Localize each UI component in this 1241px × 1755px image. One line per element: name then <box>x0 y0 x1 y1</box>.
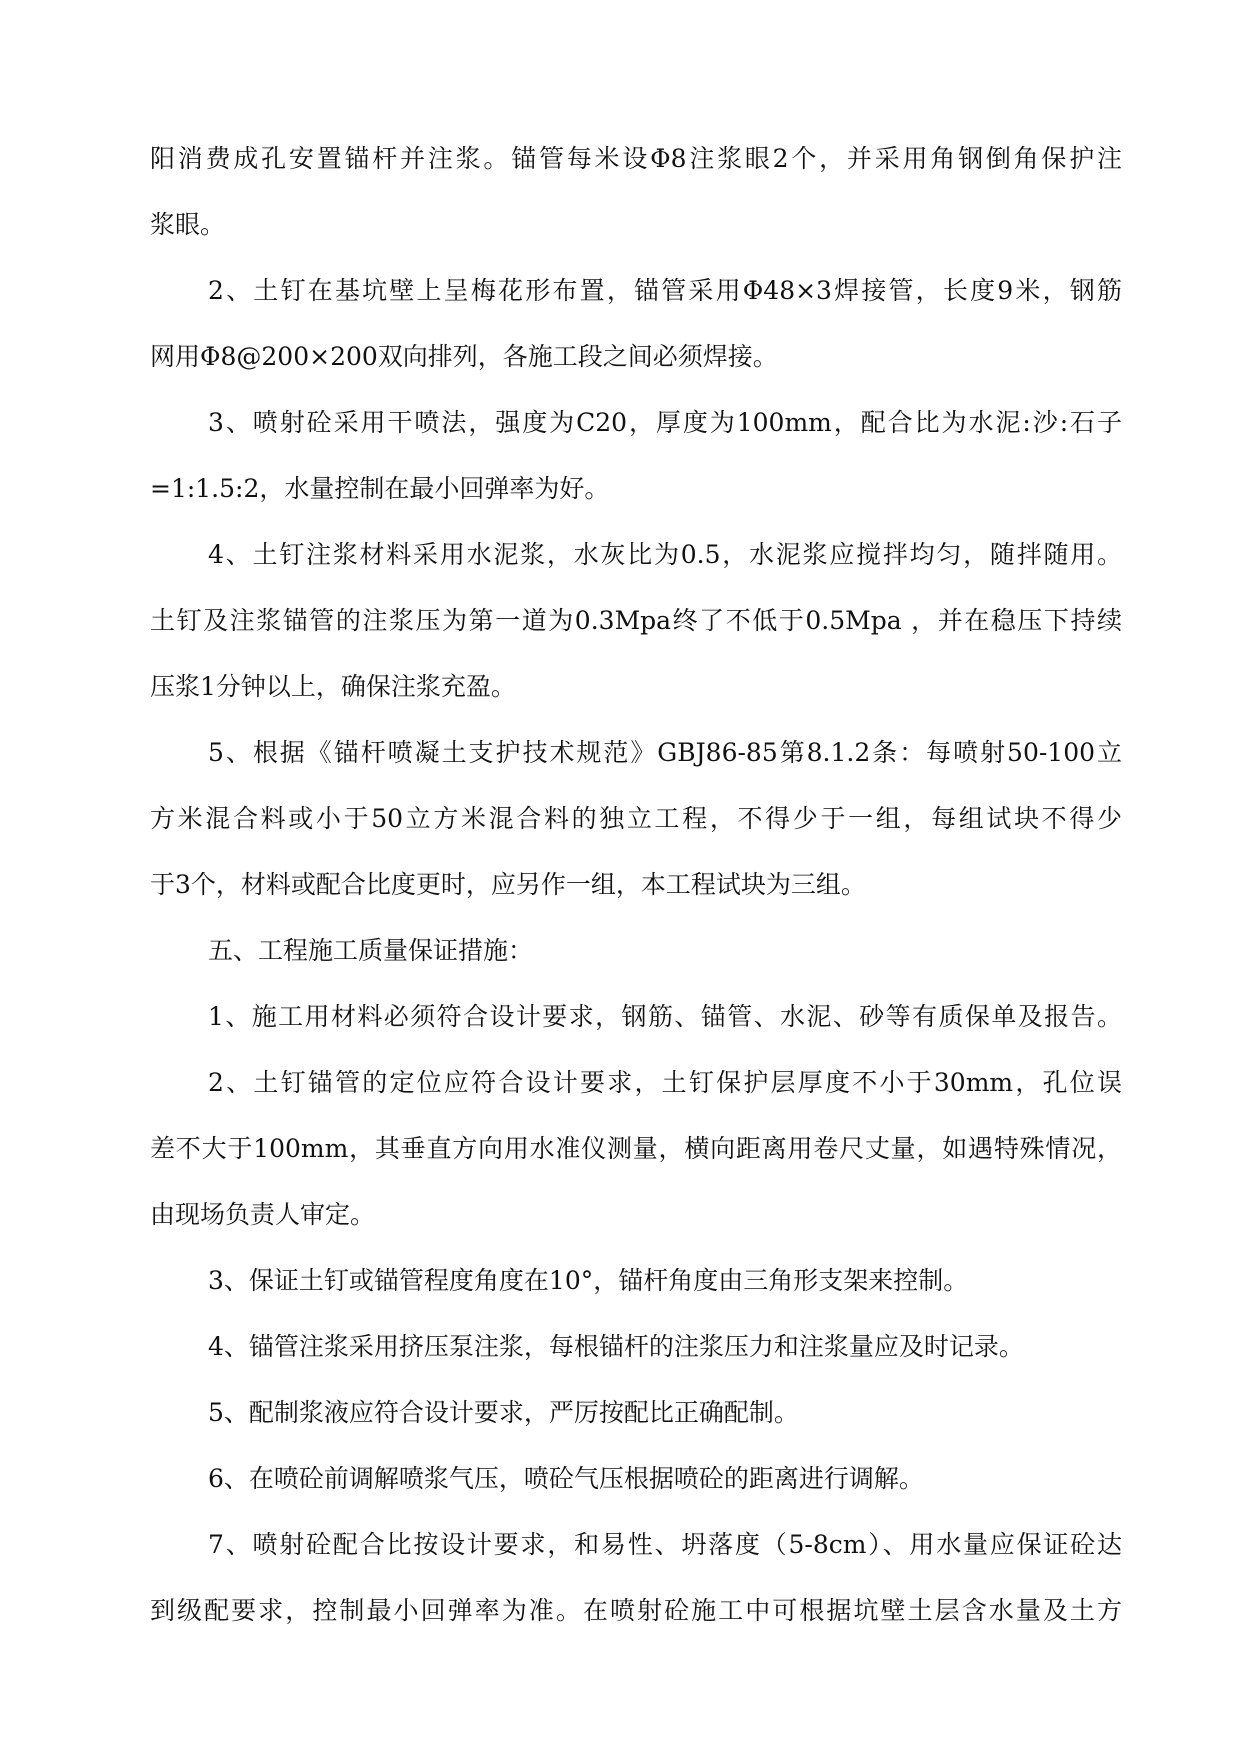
document-page <box>150 126 1122 1644</box>
text-line: 5、根据《锚杆喷凝土支护技术规范》GBJ86-85第8.1.2条：每喷射50-100立 <box>208 738 1122 767</box>
section-heading: 五、工程施工质量保证措施： <box>208 936 534 965</box>
text-line: =1:1.5:2，水量控制在最小回弹率为好。 <box>150 474 610 503</box>
text-line: 土钉及注浆锚管的注浆压为第一道为0.3Mpa终了不低于0.5Mpa ，并在稳压下持续 <box>150 606 1122 635</box>
text-line: 4、土钉注浆材料采用水泥浆，水灰比为0.5，水泥浆应搅拌均匀，随拌随用。 <box>208 540 1122 569</box>
text-line: 浆眼。 <box>150 210 226 239</box>
text-line: 差不大于100mm，其垂直方向用水准仪测量，横向距离用卷尺丈量，如遇特殊情况， <box>150 1134 1122 1163</box>
text-line: 2、土钉锚管的定位应符合设计要求，土钉保护层厚度不小于30mm，孔位误 <box>208 1068 1122 1097</box>
text-line: 5、配制浆液应符合设计要求，严厉按配比正确配制。 <box>208 1398 799 1427</box>
text-line: 到级配要求，控制最小回弹率为准。在喷射砼施工中可根据坑壁土层含水量及土方 <box>150 1596 1122 1625</box>
text-line: 3、喷射砼采用干喷法，强度为C20，厚度为100mm，配合比为水泥:沙:石子 <box>208 408 1122 437</box>
text-line: 2、土钉在基坑壁上呈梅花形布置，锚管采用Φ48×3焊接管，长度9米，钢筋 <box>208 276 1122 305</box>
text-line: 由现场负责人审定。 <box>150 1200 376 1229</box>
text-line: 1、施工用材料必须符合设计要求，钢筋、锚管、水泥、砂等有质保单及报告。 <box>208 1002 1122 1031</box>
text-line: 7、喷射砼配合比按设计要求，和易性、坍落度（5-8cm）、用水量应保证砼达 <box>208 1530 1122 1559</box>
text-line: 网用Φ8@200×200双向排列，各施工段之间必须焊接。 <box>150 342 778 371</box>
text-line: 压浆1分钟以上，确保注浆充盈。 <box>150 672 516 701</box>
text-line: 3、保证土钉或锚管程度角度在10°，锚杆角度由三角形支架来控制。 <box>208 1266 969 1295</box>
text-line: 方米混合料或小于50立方米混合料的独立工程，不得少于一组，每组试块不得少 <box>150 804 1122 833</box>
text-line: 4、锚管注浆采用挤压泵注浆，每根锚杆的注浆压力和注浆量应及时记录。 <box>208 1332 1024 1361</box>
text-line: 阳消费成孔安置锚杆并注浆。锚管每米设Φ8注浆眼2个，并采用角钢倒角保护注 <box>150 144 1122 173</box>
text-line: 于3个，材料或配合比度更时，应另作一组，本工程试块为三组。 <box>150 870 866 899</box>
text-line: 6、在喷砼前调解喷浆气压，喷砼气压根据喷砼的距离进行调解。 <box>208 1464 924 1493</box>
